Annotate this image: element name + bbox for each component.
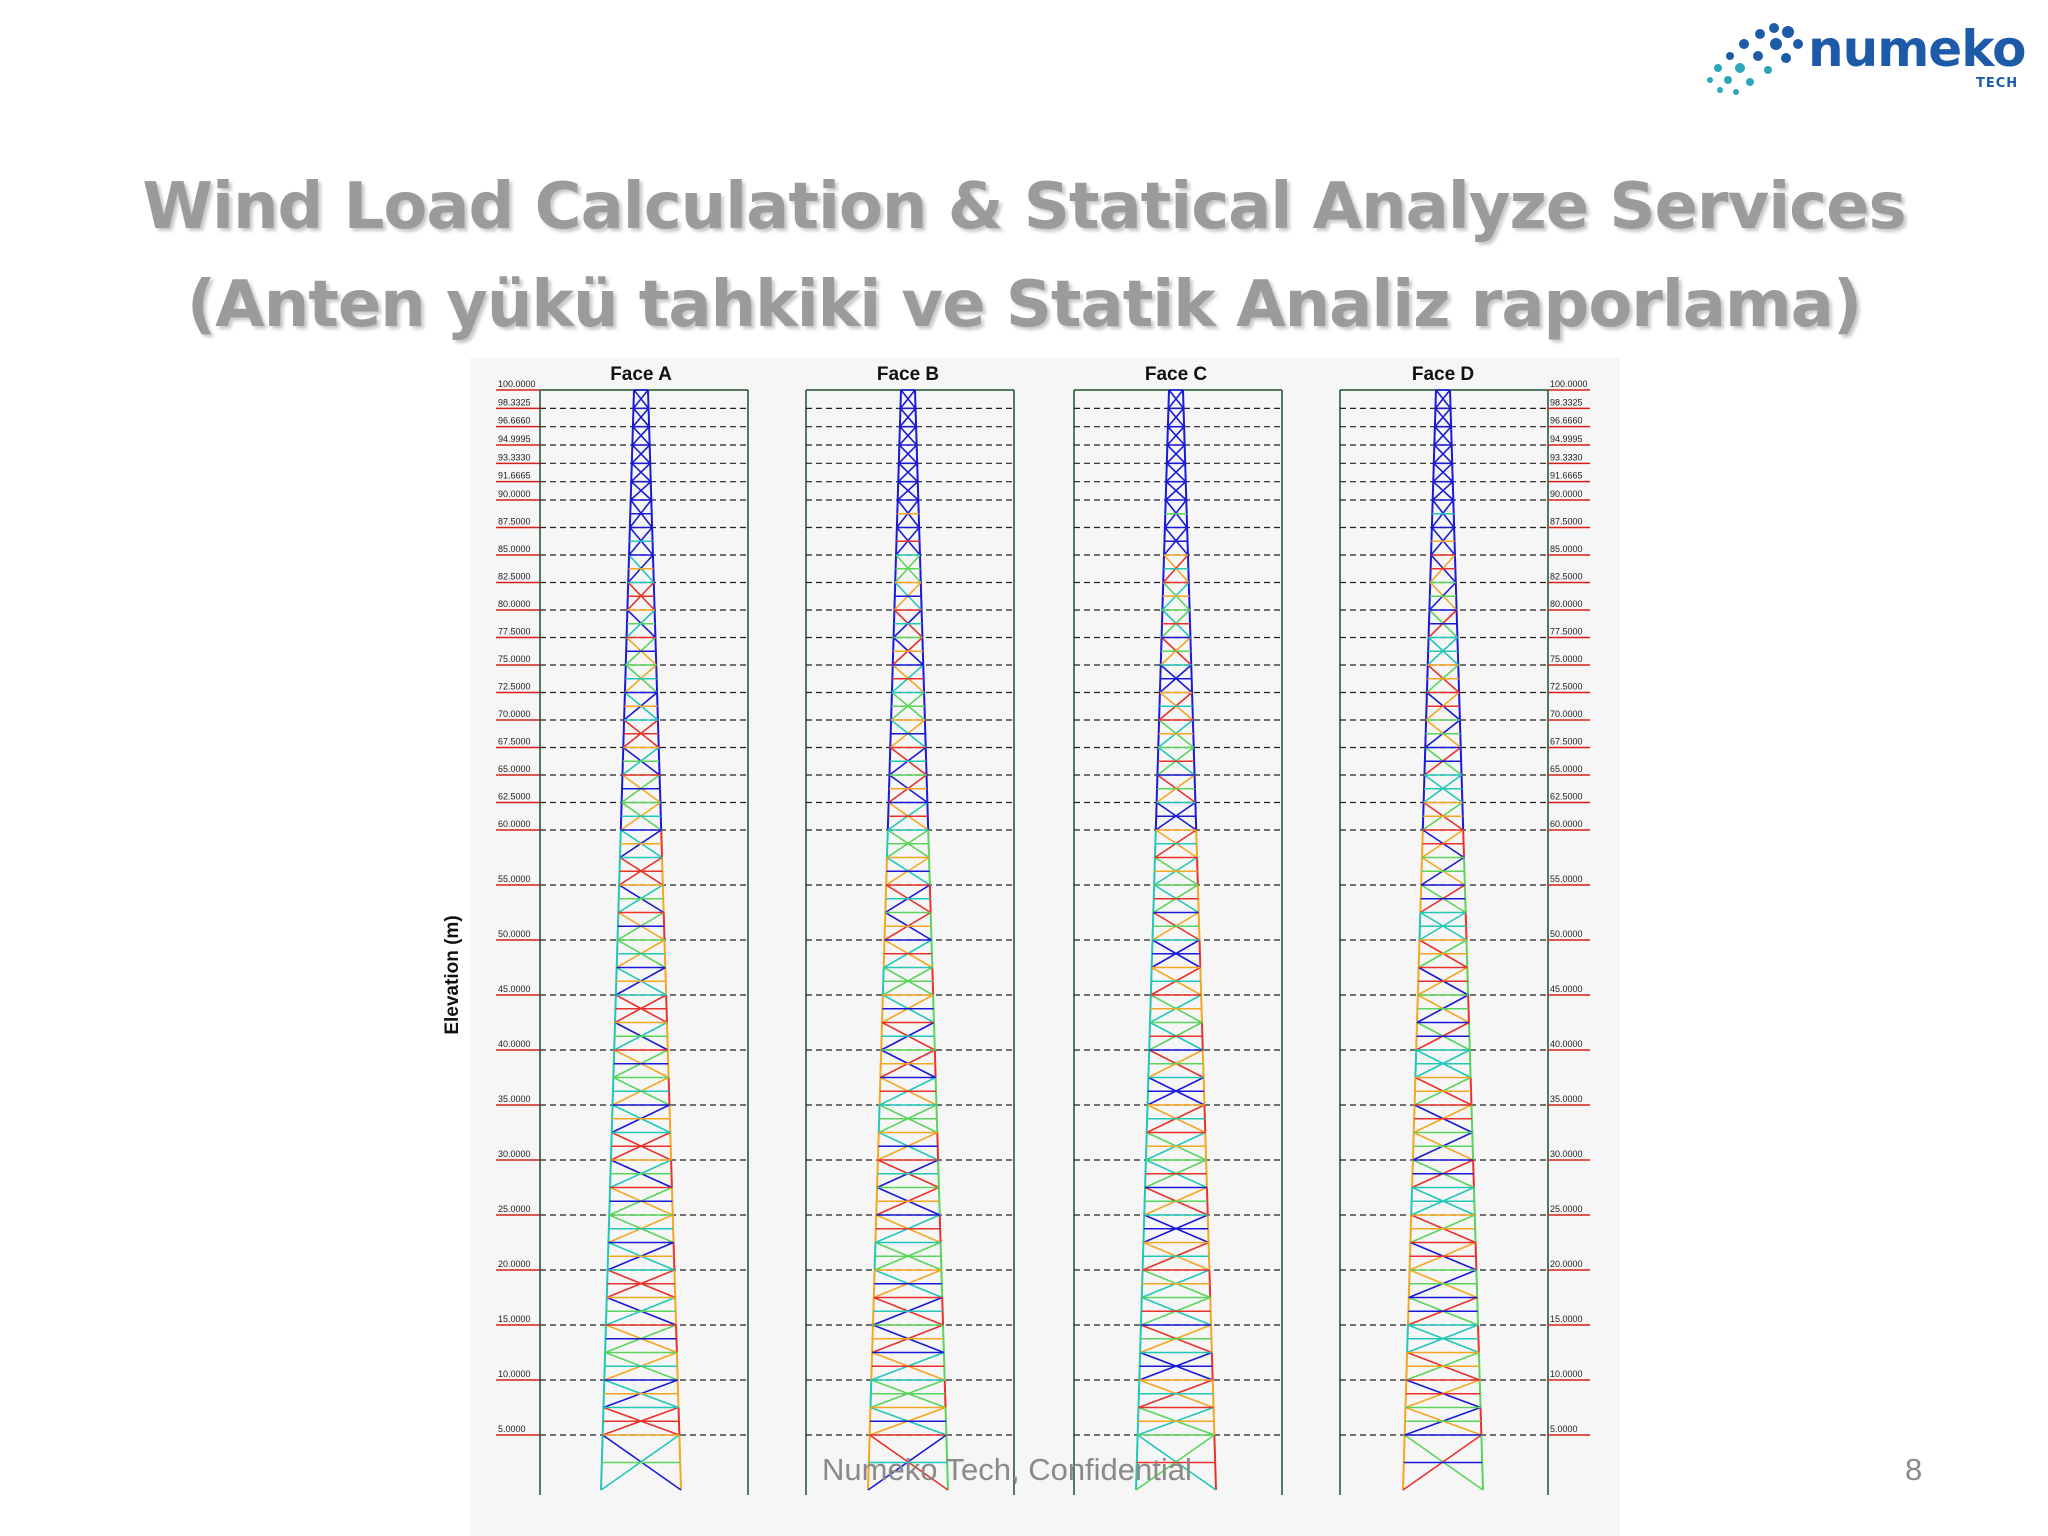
elevation-label: 35.0000 [498, 1094, 531, 1104]
elevation-label: 62.5000 [1550, 791, 1583, 802]
truss-member [633, 408, 634, 426]
truss-member [1166, 482, 1167, 500]
elevation-label: 65.0000 [498, 764, 531, 774]
truss-member [1166, 463, 1167, 481]
elevation-label: 91.6665 [498, 470, 531, 481]
logo-wordmark: numeko [1808, 20, 2026, 78]
elevation-label: 70.0000 [498, 709, 531, 719]
elevation-label: 94.9995 [1550, 434, 1583, 445]
elevation-label: 67.5000 [1550, 736, 1583, 747]
elevation-label: 15.0000 [498, 1314, 531, 1324]
elevation-label: 10.0000 [498, 1369, 531, 1379]
truss-member [649, 427, 650, 445]
truss-member [1184, 427, 1185, 445]
truss-member [1185, 445, 1186, 463]
footer-text: Numeko Tech, Confidential [822, 1452, 1192, 1487]
elevation-label: 87.5000 [498, 516, 531, 527]
elevation-label: 80.0000 [498, 599, 531, 609]
elevation-label: 40.0000 [498, 1039, 531, 1049]
truss-member [1184, 408, 1185, 426]
elevation-label: 72.5000 [498, 681, 531, 692]
elevation-label: 85.0000 [498, 544, 531, 554]
page-number: 8 [1905, 1452, 1923, 1487]
truss-member [1452, 445, 1453, 463]
elevation-label: 15.0000 [1550, 1314, 1583, 1324]
truss-member [917, 445, 918, 463]
truss-member [650, 445, 651, 463]
elevation-label: 96.6660 [498, 415, 531, 426]
elevation-label: 5.0000 [1550, 1424, 1578, 1434]
elevation-label: 62.5000 [498, 791, 531, 802]
elevation-label: 30.0000 [498, 1149, 531, 1159]
elevation-label: 25.0000 [1550, 1204, 1583, 1214]
elevation-label: 77.5000 [1550, 626, 1583, 637]
truss-member [1185, 463, 1186, 481]
truss-member [900, 408, 901, 426]
elevation-label: 35.0000 [1550, 1094, 1583, 1104]
elevation-label: 75.0000 [1550, 654, 1583, 664]
face-label: Face D [1411, 364, 1475, 385]
elevation-label: 100.0000 [498, 379, 536, 389]
elevation-label: 60.0000 [498, 819, 531, 829]
elevation-label: 82.5000 [1550, 571, 1583, 582]
elevation-label: 90.0000 [1550, 489, 1583, 499]
face-label: Face C [1144, 364, 1208, 385]
elevation-label: 10.0000 [1550, 1369, 1583, 1379]
truss-member [632, 445, 633, 463]
elevation-label: 55.0000 [498, 874, 531, 884]
elevation-label: 25.0000 [498, 1204, 531, 1214]
elevation-label: 93.3330 [498, 452, 531, 463]
elevation-label: 93.3330 [1550, 452, 1583, 463]
elevation-label: 80.0000 [1550, 599, 1583, 609]
elevation-label: 40.0000 [1550, 1039, 1583, 1049]
truss-member [1433, 463, 1434, 481]
truss-member [1450, 390, 1451, 408]
elevation-label: 50.0000 [1550, 929, 1583, 939]
face-label: Face A [610, 364, 672, 385]
truss-member [651, 482, 652, 500]
elevation-label: 20.0000 [498, 1259, 531, 1269]
truss-member [1183, 390, 1184, 408]
elevation-label: 98.3325 [498, 397, 531, 408]
truss-member [631, 482, 632, 500]
elevation-label: 98.3325 [1550, 397, 1583, 408]
truss-member [1168, 408, 1169, 426]
logo-subtext: TECH [1976, 76, 2019, 91]
elevation-label: 87.5000 [1550, 516, 1583, 527]
elevation-label: 90.0000 [498, 489, 531, 499]
truss-member [631, 463, 632, 481]
elevation-label: 94.9995 [498, 434, 531, 445]
truss-member [649, 408, 650, 426]
truss-member [1434, 427, 1435, 445]
truss-member [898, 463, 899, 481]
truss-member [1434, 445, 1435, 463]
elevation-label: 45.0000 [1550, 984, 1583, 994]
truss-member [916, 427, 917, 445]
truss-member [1186, 482, 1187, 500]
elevation-label: 75.0000 [498, 654, 531, 664]
elevation-label: 20.0000 [1550, 1259, 1583, 1269]
truss-member [917, 463, 918, 481]
truss-member [915, 390, 916, 408]
truss-member [650, 463, 651, 481]
truss-member [1433, 482, 1434, 500]
face-label: Face B [876, 364, 940, 385]
truss-member [916, 408, 917, 426]
truss-member [900, 390, 901, 408]
y-axis-label: Elevation (m) [442, 915, 463, 1035]
elevation-label: 72.5000 [1550, 681, 1583, 692]
truss-member [1167, 445, 1168, 463]
slide-title: Wind Load Calculation & Statical Analyze Services [142, 170, 1906, 244]
slide-subtitle: (Anten yükü tahkiki ve Statik Analiz raporlama) [186, 268, 1862, 342]
elevation-label: 5.0000 [498, 1424, 526, 1434]
truss-member [1453, 482, 1454, 500]
truss-member [1435, 390, 1436, 408]
elevation-label: 60.0000 [1550, 819, 1583, 829]
elevation-label: 96.6660 [1550, 415, 1583, 426]
truss-member [1435, 408, 1436, 426]
elevation-label: 45.0000 [498, 984, 531, 994]
elevation-label: 77.5000 [498, 626, 531, 637]
truss-member [899, 427, 900, 445]
truss-member [898, 482, 899, 500]
elevation-label: 91.6665 [1550, 470, 1583, 481]
truss-member [633, 390, 634, 408]
truss-member [632, 427, 633, 445]
elevation-label: 30.0000 [1550, 1149, 1583, 1159]
truss-member [918, 482, 919, 500]
truss-member [648, 390, 649, 408]
elevation-label: 67.5000 [498, 736, 531, 747]
truss-member [1451, 427, 1452, 445]
truss-member [1168, 390, 1169, 408]
elevation-label: 100.0000 [1550, 379, 1588, 389]
truss-member [1167, 427, 1168, 445]
elevation-label: 70.0000 [1550, 709, 1583, 719]
truss-member [899, 445, 900, 463]
truss-member [1452, 463, 1453, 481]
elevation-label: 65.0000 [1550, 764, 1583, 774]
elevation-label: 85.0000 [1550, 544, 1583, 554]
elevation-label: 55.0000 [1550, 874, 1583, 884]
truss-member [1451, 408, 1452, 426]
elevation-label: 82.5000 [498, 571, 531, 582]
elevation-label: 50.0000 [498, 929, 531, 939]
